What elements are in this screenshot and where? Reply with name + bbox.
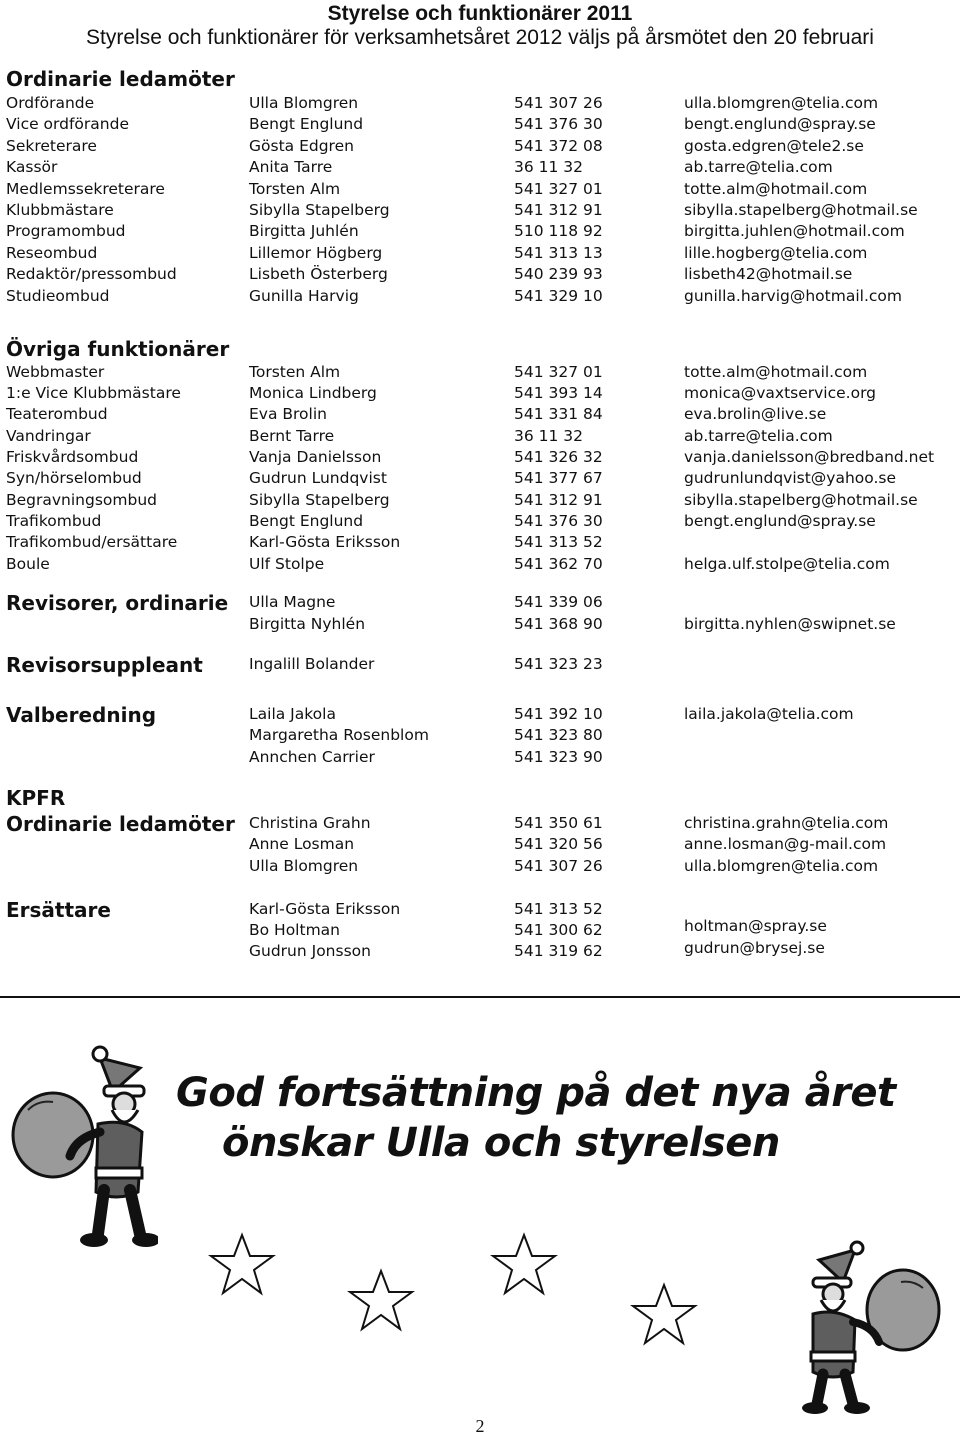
cell-name: Birgitta Nyhlén xyxy=(249,615,366,633)
page-subtitle: Styrelse och funktionärer för verksamhetsåret 2012 väljs på årsmötet den 20 februari xyxy=(86,26,874,49)
cell-phone: 541 307 26 xyxy=(514,94,603,112)
cell-email: birgitta.nyhlen@swipnet.se xyxy=(684,615,896,633)
cell-phone: 36 11 32 xyxy=(514,158,584,176)
cell-phone: 541 323 80 xyxy=(514,726,603,744)
cell-name: Ulla Magne xyxy=(249,593,336,611)
cell-email: totte.alm@hotmail.com xyxy=(684,180,868,198)
cell-role: Vice ordförande xyxy=(6,115,129,133)
cell-phone: 541 376 30 xyxy=(514,512,603,530)
section-heading-kpfr: KPFR xyxy=(6,786,66,810)
list-item xyxy=(0,94,960,116)
cell-phone: 36 11 32 xyxy=(514,427,584,445)
cell-role: Programombud xyxy=(6,222,126,240)
cell-role: Begravningsombud xyxy=(6,491,158,509)
cell-name: Torsten Alm xyxy=(249,363,341,381)
list-item xyxy=(0,448,960,470)
cell-email: lisbeth42@hotmail.se xyxy=(684,265,853,283)
cell-email: ulla.blomgren@telia.com xyxy=(684,857,879,875)
cell-name: Margaretha Rosenblom xyxy=(249,726,429,744)
list-item xyxy=(0,533,960,555)
cell-phone: 541 313 13 xyxy=(514,244,603,262)
cell-email: christina.grahn@telia.com xyxy=(684,814,889,832)
cell-role: Vandringar xyxy=(6,427,91,445)
cell-email: ulla.blomgren@telia.com xyxy=(684,94,879,112)
section-heading-ovriga: Övriga funktionärer xyxy=(6,337,230,361)
cell-role: 1:e Vice Klubbmästare xyxy=(6,384,181,402)
cell-name: Torsten Alm xyxy=(249,180,341,198)
list-item xyxy=(0,655,960,677)
list-item xyxy=(0,180,960,202)
page-number: 2 xyxy=(475,1416,485,1436)
cell-role: Friskvårdsombud xyxy=(6,448,139,466)
cell-phone: 541 312 91 xyxy=(514,491,603,509)
cell-phone: 541 377 67 xyxy=(514,469,603,487)
cell-phone: 541 326 32 xyxy=(514,448,603,466)
cell-phone: 541 307 26 xyxy=(514,857,603,875)
list-item xyxy=(0,384,960,406)
cell-name: Laila Jakola xyxy=(249,705,336,723)
cell-email: bengt.englund@spray.se xyxy=(684,512,876,530)
cell-phone: 541 313 52 xyxy=(514,900,603,918)
list-item xyxy=(0,201,960,223)
cell-role: Kassör xyxy=(6,158,58,176)
cell-email: monica@vaxtservice.org xyxy=(684,384,877,402)
section-heading-revisorsuppleant: Revisorsuppleant xyxy=(6,653,203,677)
cell-phone: 541 323 23 xyxy=(514,655,603,673)
cell-phone: 541 319 62 xyxy=(514,942,603,960)
cell-email: ab.tarre@telia.com xyxy=(684,158,833,176)
list-item xyxy=(0,857,960,879)
cell-email: sibylla.stapelberg@hotmail.se xyxy=(684,491,918,509)
cell-email: gosta.edgren@tele2.se xyxy=(684,137,864,155)
cell-name: Sibylla Stapelberg xyxy=(249,201,390,219)
cell-email: sibylla.stapelberg@hotmail.se xyxy=(684,201,918,219)
star-icon xyxy=(490,1232,558,1296)
cell-name: Eva Brolin xyxy=(249,405,327,423)
cell-phone: 541 323 90 xyxy=(514,748,603,766)
list-item xyxy=(0,512,960,534)
cell-role: Sekreterare xyxy=(6,137,97,155)
list-item xyxy=(0,363,960,385)
cell-phone: 541 393 14 xyxy=(514,384,603,402)
cell-phone: 541 362 70 xyxy=(514,555,603,573)
cell-email: birgitta.juhlen@hotmail.com xyxy=(684,222,905,240)
cell-phone: 510 118 92 xyxy=(514,222,603,240)
divider xyxy=(0,996,960,998)
cell-name: Vanja Danielsson xyxy=(249,448,382,466)
cell-name: Bengt Englund xyxy=(249,115,364,133)
list-item xyxy=(0,705,960,727)
cell-role: Trafikombud/ersättare xyxy=(6,533,178,551)
greeting-line-2: önskar Ulla och styrelsen xyxy=(222,1120,780,1166)
star-icon xyxy=(208,1232,276,1296)
cell-role: Klubbmästare xyxy=(6,201,114,219)
cell-name: Anne Losman xyxy=(249,835,355,853)
cell-phone: 541 320 56 xyxy=(514,835,603,853)
section-heading-ordinarie: Ordinarie ledamöter xyxy=(6,67,235,91)
cell-name: Annchen Carrier xyxy=(249,748,375,766)
cell-phone: 541 368 90 xyxy=(514,615,603,633)
section-subheading-kpfr-ordinarie: Ordinarie ledamöter xyxy=(6,812,235,836)
cell-email: holtman@spray.se xyxy=(684,917,827,935)
cell-name: Ulf Stolpe xyxy=(249,555,325,573)
cell-role: Syn/hörselombud xyxy=(6,469,142,487)
list-item xyxy=(0,244,960,266)
list-item xyxy=(0,748,960,770)
cell-name: Bo Holtman xyxy=(249,921,340,939)
list-item xyxy=(0,469,960,491)
list-item xyxy=(0,287,960,309)
cell-name: Anita Tarre xyxy=(249,158,333,176)
list-item xyxy=(0,835,960,857)
cell-role: Boule xyxy=(6,555,50,573)
cell-phone: 541 313 52 xyxy=(514,533,603,551)
star-icon xyxy=(630,1282,698,1346)
list-item xyxy=(0,405,960,427)
cell-phone: 541 339 06 xyxy=(514,593,603,611)
cell-role: Medlemssekreterare xyxy=(6,180,165,198)
cell-name: Bengt Englund xyxy=(249,512,364,530)
star-icon xyxy=(347,1268,415,1332)
list-item xyxy=(0,555,960,577)
cell-name: Christina Grahn xyxy=(249,814,371,832)
cell-name: Lillemor Högberg xyxy=(249,244,383,262)
cell-email: vanja.danielsson@bredband.net xyxy=(684,448,935,466)
cell-name: Ulla Blomgren xyxy=(249,94,359,112)
list-item xyxy=(0,137,960,159)
cell-name: Birgitta Juhlén xyxy=(249,222,359,240)
section-heading-valberedning: Valberedning xyxy=(6,703,157,727)
cell-email: gudrunlundqvist@yahoo.se xyxy=(684,469,897,487)
cell-email: helga.ulf.stolpe@telia.com xyxy=(684,555,890,573)
cell-name: Lisbeth Österberg xyxy=(249,265,388,283)
cell-name: Ulla Blomgren xyxy=(249,857,359,875)
cell-phone: 541 350 61 xyxy=(514,814,603,832)
list-item xyxy=(0,222,960,244)
cell-phone: 541 331 84 xyxy=(514,405,603,423)
list-item xyxy=(0,615,960,637)
cell-phone: 541 392 10 xyxy=(514,705,603,723)
cell-email: lille.hogberg@telia.com xyxy=(684,244,868,262)
cell-role: Teaterombud xyxy=(6,405,108,423)
cell-name: Ingalill Bolander xyxy=(249,655,375,673)
cell-phone: 541 312 91 xyxy=(514,201,603,219)
list-item xyxy=(0,593,960,615)
cell-name: Gudrun Jonsson xyxy=(249,942,371,960)
cell-email: bengt.englund@spray.se xyxy=(684,115,876,133)
cell-name: Karl-Gösta Eriksson xyxy=(249,533,401,551)
cell-phone: 541 300 62 xyxy=(514,921,603,939)
cell-email: gudrun@brysej.se xyxy=(684,939,825,957)
cell-name: Gösta Edgren xyxy=(249,137,354,155)
cell-phone: 541 327 01 xyxy=(514,180,603,198)
section-heading-ersattare: Ersättare xyxy=(6,898,111,922)
cell-email: laila.jakola@telia.com xyxy=(684,705,854,723)
greeting-line-1: God fortsättning på det nya året xyxy=(176,1070,896,1116)
cell-name: Monica Lindberg xyxy=(249,384,377,402)
cell-role: Webbmaster xyxy=(6,363,105,381)
list-item xyxy=(0,427,960,449)
cell-email: eva.brolin@live.se xyxy=(684,405,827,423)
list-item xyxy=(0,115,960,137)
list-item xyxy=(0,814,960,836)
cell-phone: 541 327 01 xyxy=(514,363,603,381)
cell-role: Ordförande xyxy=(6,94,95,112)
cell-email: totte.alm@hotmail.com xyxy=(684,363,868,381)
cell-name: Karl-Gösta Eriksson xyxy=(249,900,401,918)
cell-email: ab.tarre@telia.com xyxy=(684,427,833,445)
cell-name: Gunilla Harvig xyxy=(249,287,359,305)
cell-name: Sibylla Stapelberg xyxy=(249,491,390,509)
list-item xyxy=(0,158,960,180)
list-item xyxy=(0,491,960,513)
cell-role: Studieombud xyxy=(6,287,110,305)
cell-email: anne.losman@g-mail.com xyxy=(684,835,887,853)
list-item xyxy=(0,726,960,748)
cell-role: Trafikombud xyxy=(6,512,102,530)
list-item xyxy=(0,265,960,287)
santa-right-icon xyxy=(795,1240,945,1420)
cell-role: Redaktör/pressombud xyxy=(6,265,177,283)
cell-name: Bernt Tarre xyxy=(249,427,335,445)
cell-phone: 541 372 08 xyxy=(514,137,603,155)
cell-phone: 541 376 30 xyxy=(514,115,603,133)
cell-email: gunilla.harvig@hotmail.com xyxy=(684,287,902,305)
cell-role: Reseombud xyxy=(6,244,98,262)
list-item xyxy=(0,939,960,964)
section-heading-revisorer: Revisorer, ordinarie xyxy=(6,591,229,615)
santa-left-icon xyxy=(8,1040,158,1260)
cell-phone: 541 329 10 xyxy=(514,287,603,305)
cell-phone: 540 239 93 xyxy=(514,265,603,283)
page-title: Styrelse och funktionärer 2011 xyxy=(327,2,633,25)
cell-name: Gudrun Lundqvist xyxy=(249,469,387,487)
